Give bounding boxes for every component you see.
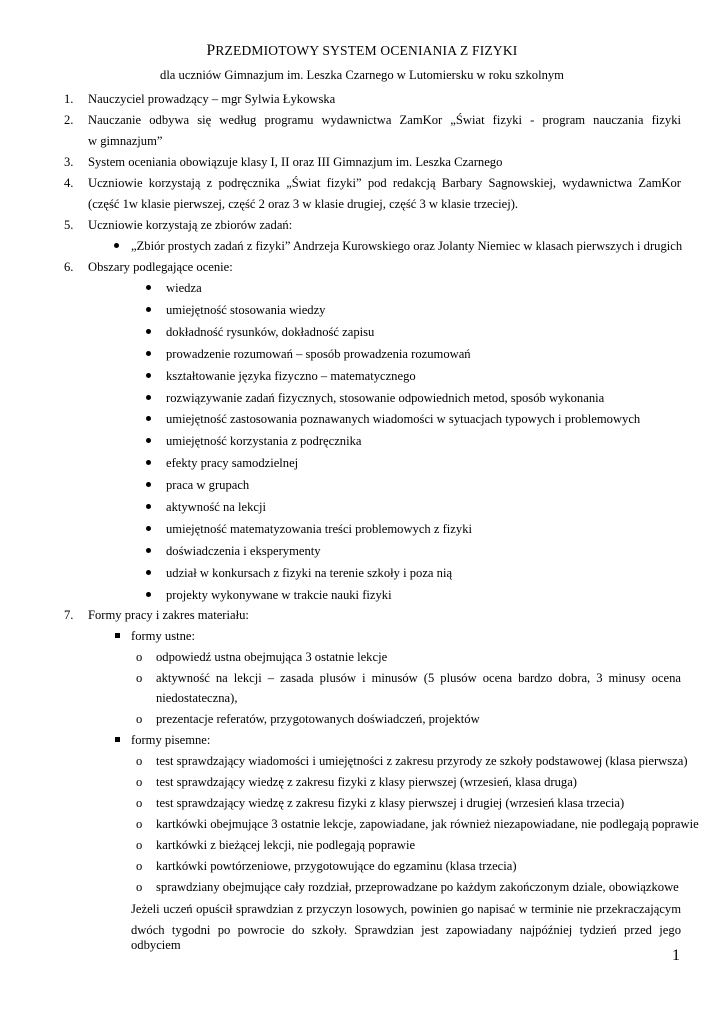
bullet-icon <box>146 329 151 334</box>
bullet-icon <box>146 395 151 400</box>
circle-bullet-icon: o <box>136 817 143 831</box>
bullet-icon <box>146 460 151 465</box>
list-item: aktywność na lekcji <box>166 500 267 514</box>
list-item: doświadczenia i eksperymenty <box>166 543 321 558</box>
bullet-icon <box>146 526 151 531</box>
page-title: PRZEDMIOTOWY SYSTEM OCENIANIA Z FIZYKI <box>206 42 518 59</box>
item-text: Uczniowie korzystają z podręcznika „Świat fizyki” pod redakcją Barbary Sagnowskiej, wydawnictwa ZamKor <box>88 176 681 190</box>
bullet-icon <box>146 592 151 597</box>
list-item: kartkówki obejmujące 3 ostatnie lekcje, zapowiadane, jak również niezapowiadane, nie podlegają poprawie <box>156 817 699 831</box>
circle-bullet-icon: o <box>136 859 143 873</box>
list-item: wiedza <box>166 281 202 295</box>
section-label-written: formy pisemne: <box>131 733 211 747</box>
item-number: 3. <box>64 155 74 169</box>
item-number: 1. <box>64 92 74 106</box>
bullet-icon <box>146 285 151 290</box>
list-item: prezentacje referatów, przygotowanych doświadczeń, projektów <box>156 712 480 726</box>
square-bullet-icon <box>115 737 120 742</box>
list-item: kartkówki z bieżącej lekcji, nie podlegają poprawie <box>156 838 416 852</box>
list-item: umiejętność stosowania wiedzy <box>166 302 326 317</box>
bullet-icon <box>146 548 151 553</box>
item-text: Obszary podlegające ocenie: <box>88 260 233 274</box>
circle-bullet-icon: o <box>136 796 143 810</box>
item-number: 2. <box>64 113 74 127</box>
bullet-icon <box>146 570 151 575</box>
list-item: kształtowanie języka fizyczno – matematycznego <box>166 368 416 383</box>
circle-bullet-icon: o <box>136 671 143 685</box>
list-item: rozwiązywanie zadań fizycznych, stosowanie odpowiednich metod, sposób wykonania <box>166 390 605 405</box>
bullet-icon <box>146 438 151 443</box>
page-number: 1 <box>672 947 680 964</box>
item-number: 5. <box>64 218 74 232</box>
circle-bullet-icon: o <box>136 880 143 894</box>
list-item: test sprawdzający wiedzę z zakresu fizyki z klasy pierwszej (wrzesień, klasa druga) <box>156 775 577 789</box>
circle-bullet-icon: o <box>136 712 143 726</box>
item-text: Nauczyciel prowadzący – mgr Sylwia Łykowska <box>88 92 336 106</box>
item-text: w gimnazjum” <box>88 134 163 148</box>
closing-text: Jeżeli uczeń opuścił sprawdzian z przyczyn losowych, powinien go napisać w terminie nie przekraczającym <box>131 902 681 916</box>
list-item: sprawdziany obejmujące cały rozdział, przeprowadzane po każdym zakończonym dziale, obowiązkowe <box>156 880 679 894</box>
list-item: dokładność rysunków, dokładność zapisu <box>166 324 375 339</box>
list-item: praca w grupach <box>166 478 250 493</box>
closing-text: dwóch tygodni po powrocie do szkoły. Sprawdzian jest zapowiadany najpóźniej tydzień przed jego odbyciem <box>131 923 681 952</box>
list-item: prowadzenie rozumowań – sposób prowadzenia rozumowań <box>166 346 471 361</box>
square-bullet-icon <box>115 633 120 638</box>
bullet-icon <box>146 351 151 356</box>
bullet-icon <box>146 504 151 509</box>
list-item: projekty wykonywane w trakcie nauki fizyki <box>166 587 392 602</box>
list-item: udział w konkursach z fizyki na terenie szkoły i poza nią <box>166 565 453 580</box>
item-number: 4. <box>64 176 74 190</box>
item-number: 7. <box>64 608 74 622</box>
list-item: aktywność na lekcji – zasada plusów i minusów (5 plusów ocena bardzo dobra, 3 minusy ocena <box>156 671 681 685</box>
circle-bullet-icon: o <box>136 775 143 789</box>
list-item: umiejętność zastosowania poznawanych wiadomości w sytuacjach typowych i problemowych <box>166 412 641 427</box>
list-item: test sprawdzający wiedzę z zakresu fizyki z klasy pierwszej i drugiej (wrzesień klasa trzecia) <box>156 796 625 810</box>
bullet-icon <box>114 243 119 248</box>
item-text: Formy pracy i zakres materiału: <box>88 608 249 622</box>
list-item: test sprawdzający wiadomości i umiejętności z zakresu przyrody ze szkoły podstawowej (klasa pierwsza) <box>156 754 688 768</box>
circle-bullet-icon: o <box>136 754 143 768</box>
bullet-icon <box>146 482 151 487</box>
item-text: Nauczanie odbywa się według programu wydawnictwa ZamKor „Świat fizyki - program nauczania fizyki <box>88 113 681 127</box>
circle-bullet-icon: o <box>136 650 143 664</box>
bullet-icon <box>146 416 151 421</box>
bullet-icon <box>146 373 151 378</box>
item-text: (część 1w klasie pierwszej, część 2 oraz 3 w klasie drugiej, część 3 w klasie trzeciej). <box>88 197 519 211</box>
item-number: 6. <box>64 260 74 274</box>
list-item: efekty pracy samodzielnej <box>166 456 299 471</box>
list-item: niedostateczna), <box>156 691 238 705</box>
list-item: umiejętność korzystania z podręcznika <box>166 434 362 449</box>
list-item: umiejętność matematyzowania treści problemowych z fizyki <box>166 521 472 536</box>
section-label-oral: formy ustne: <box>131 629 196 643</box>
page-subtitle: dla uczniów Gimnazjum im. Leszka Czarnego w Lutomiersku w roku szkolnym <box>160 68 564 82</box>
circle-bullet-icon: o <box>136 838 143 852</box>
item-text: System oceniania obowiązuje klasy I, II oraz III Gimnazjum im. Leszka Czarnego <box>88 155 503 169</box>
list-item: kartkówki powtórzeniowe, przygotowujące do egzaminu (klasa trzecia) <box>156 859 517 873</box>
list-item: „Zbiór prostych zadań z fizyki” Andrzeja Kurowskiego oraz Jolanty Niemiec w klasach pierwszych i drugich <box>131 239 683 253</box>
item-text: Uczniowie korzystają ze zbiorów zadań: <box>88 218 293 232</box>
bullet-icon <box>146 307 151 312</box>
list-item: odpowiedź ustna obejmująca 3 ostatnie lekcje <box>156 650 388 664</box>
